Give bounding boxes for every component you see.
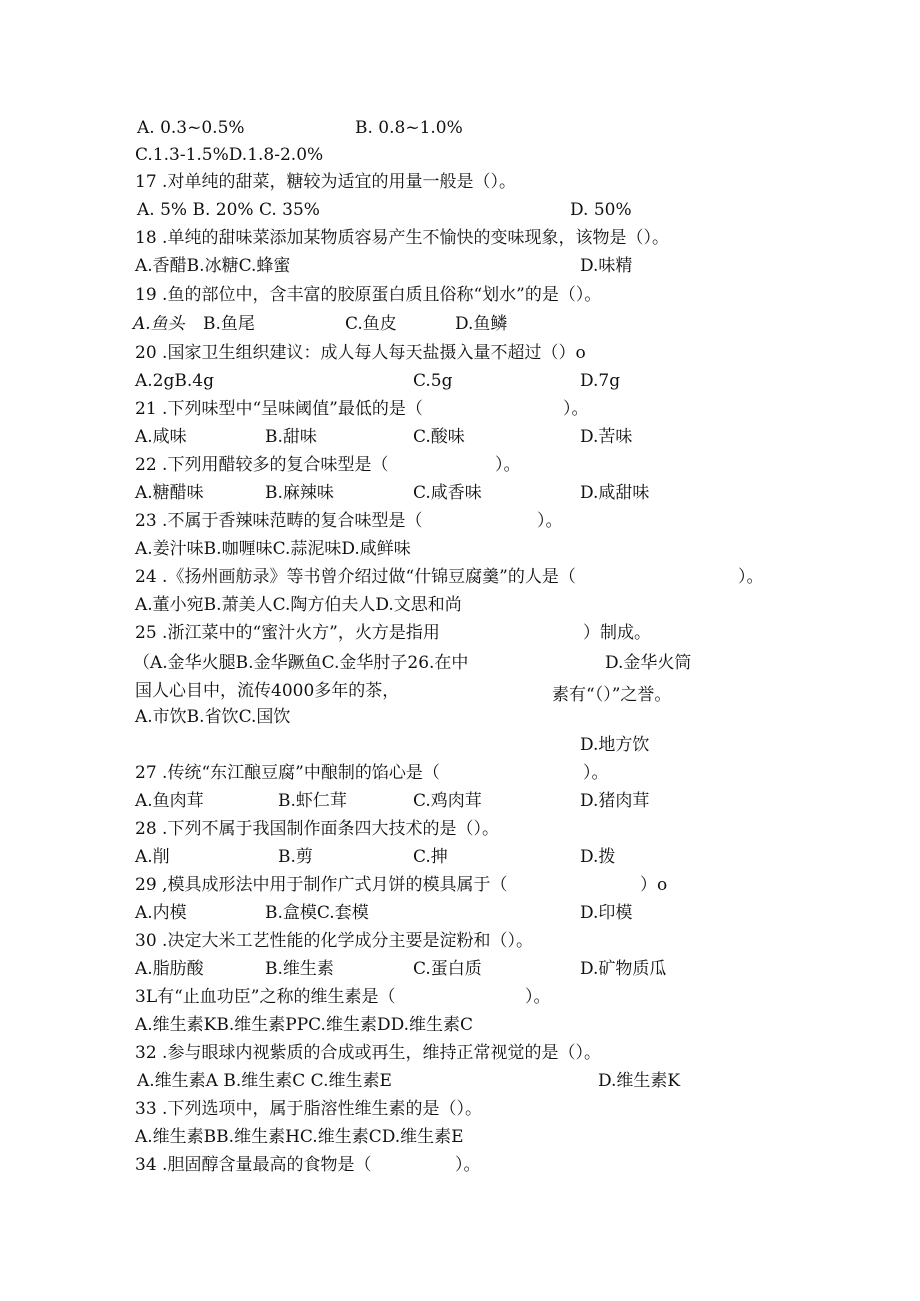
question-28: 28 .下列不属于我国制作面条四大技术的是（）。 [135,819,499,839]
option-line: B.甜味 [265,427,317,447]
question-22: 22 .下列用醋较多的复合味型是（ [135,455,389,475]
question-22-tail: ）。 [495,455,521,475]
option-line: B.虾仁茸 [278,791,347,811]
question-27-tail: ）。 [583,763,609,783]
option-line: B. 0.8~1.0% [355,118,463,138]
option-line: A.市饮B.省饮C.国饮 [135,707,291,727]
option-line: A.董小宛B.萧美人C.陶方伯夫人D.文思和尚 [135,595,462,615]
option-line: A.香醋B.冰糖C.蜂蜜 [135,256,291,276]
option-line: D.地方饮 [580,735,650,755]
question-26-tail: 素有“（）”之誉。 [552,685,672,705]
option-line: C.1.3-1.5%D.1.8-2.0% [135,145,324,165]
question-25: 25 .浙江菜中的“蜜汁火方”，火方是指用 [135,623,440,643]
question-27: 27 .传统“东江酿豆腐”中酿制的馅心是（ [135,763,440,783]
question-18: 18 .单纯的甜味菜添加某物质容易产生不愉快的变味现象，该物是（）。 [135,228,669,248]
option-line: D.味精 [580,256,633,276]
option-line: A.鱼肉茸 [135,791,204,811]
option-line: C.蛋白质 [413,959,482,979]
option-line: D. 50% [570,200,632,220]
question-24-tail: ）。 [738,567,764,587]
question-24: 24 .《扬州画舫录》等书曾介绍过做“什锦豆腐羹”的人是（ [135,567,576,587]
option-line: C.5g [413,371,453,391]
option-line: B.维生素 [265,959,334,979]
option-line: A.脂肪酸 [135,959,204,979]
question-20: 20 .国家卫生组织建议：成人每人每天盐摄入量不超过（）o [135,343,586,363]
option-line: D.拨 [580,847,616,867]
option-line: A.削 [135,847,170,867]
option-line: B.鱼尾 [203,314,255,334]
question-19: 19 .鱼的部位中，含丰富的胶原蛋白质且俗称“划水”的是（）。 [135,285,602,305]
option-line: A.姜汁味B.咖喱味C.蒜泥味D.咸鲜味 [135,539,411,559]
option-line: A.维生素A B.维生素C C.维生素E [137,1071,392,1091]
question-29-tail: ）o [640,875,668,895]
option-line: A. 0.3~0.5% [137,118,245,138]
option-line: C.鸡肉茸 [413,791,482,811]
option-line: D.7g [580,371,621,391]
option-line: D.印模 [580,903,633,923]
option-line: A.内模 [135,903,187,923]
option-line: B.麻辣味 [265,483,334,503]
question-29: 29 ,模具成形法中用于制作广式月饼的模具属于（ [135,875,508,895]
question-23: 23 .不属于香辣味范畴的复合味型是（ [135,511,423,531]
question-32: 32 .参与眼球内视紫质的合成或再生，维持正常视觉的是（）。 [135,1043,601,1063]
question-17: 17 .对单纯的甜菜，糖较为适宜的用量一般是（）。 [135,172,516,192]
option-line: D.苦味 [580,427,633,447]
question-23-tail: ）。 [537,511,563,531]
question-30: 30 .决定大米工艺性能的化学成分主要是淀粉和（）。 [135,931,533,951]
option-line: A.鱼头 [133,314,185,334]
question-26: 国人心目中，流传4000多年的茶， [135,681,400,701]
option-line: A.咸味 [135,427,187,447]
option-line: D.矿物质瓜 [580,959,667,979]
question-31: 3L有“止血功臣”之称的维生素是（ [135,987,396,1007]
option-line: C.抻 [413,847,448,867]
option-line: B.剪 [278,847,313,867]
question-31-tail: ）。 [525,987,551,1007]
question-33: 33 .下列选项中，属于脂溶性维生素的是（）。 [135,1099,482,1119]
question-34-tail: ）。 [455,1155,481,1175]
option-line: （A.金华火腿B.金华蹶鱼C.金华肘子26.在中 [133,653,469,673]
option-line: C.咸香味 [413,483,482,503]
option-line: D.金华火筒 [605,653,692,673]
option-line: A.维生素BB.维生素HC.维生素CD.维生素E [135,1127,464,1147]
option-line: A.维生素KB.维生素PPC.维生素DD.维生素C [135,1015,474,1035]
option-line: D.猪肉茸 [580,791,650,811]
option-line: A.2gB.4g [135,371,214,391]
option-line: D.维生素K [598,1071,681,1091]
question-21: 21 .下列味型中“呈味阈值”最低的是（ [135,399,423,419]
option-line: D.鱼鳞 [455,314,508,334]
option-line: A. 5% B. 20% C. 35% [137,200,320,220]
option-line: B.盒模C.套模 [265,903,369,923]
question-34: 34 .胆固醇含量最高的食物是（ [135,1155,372,1175]
option-line: D.咸甜味 [580,483,650,503]
question-25-tail: ）制成。 [583,623,651,643]
question-21-tail: ）。 [563,399,589,419]
option-line: C.鱼皮 [345,314,397,334]
option-line: C.酸味 [413,427,465,447]
option-line: A.糖醋味 [135,483,204,503]
